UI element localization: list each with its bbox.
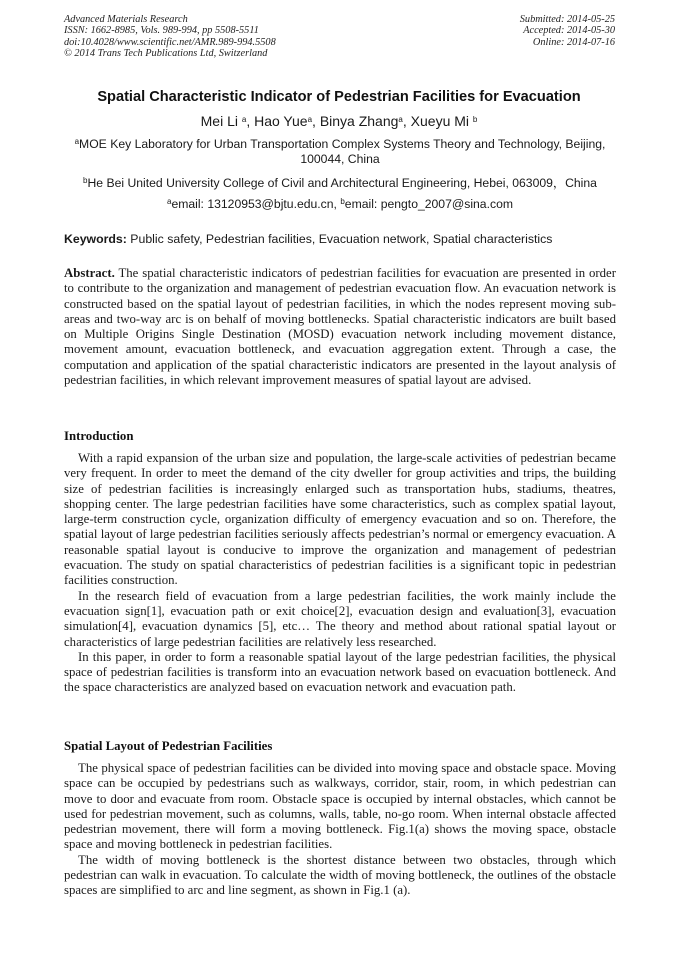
email-b: email: pengto_2007@sina.com <box>344 197 513 211</box>
accepted-date: Accepted: 2014-05-30 <box>523 25 615 37</box>
journal-issn: ISSN: 1662-8985, Vols. 989-994, pp 5508-5511 <box>64 25 259 37</box>
journal-doi: doi:10.4028/www.scientific.net/AMR.989-994.5508 <box>64 36 276 48</box>
keywords-text: Public safety, Pedestrian facilities, Evacuation network, Spatial characteristics <box>126 232 553 246</box>
section-heading-introduction: Introduction <box>64 429 134 443</box>
section-heading-spatial-layout: Spatial Layout of Pedestrian Facilities <box>64 739 273 753</box>
paragraph: In this paper, in order to form a reasonable spatial layout of the large pedestrian facilities, the physical space of pedestrian facilities is transform into an evacuation network based on evacuation bottleneck. And the space characteristics are analyzed based on evacuation network and evacuation path. <box>64 649 616 695</box>
author-name: Mei Li <box>200 113 238 129</box>
online-date: Online: 2014-07-16 <box>532 36 615 48</box>
author-separator: , <box>246 113 255 129</box>
submitted-date: Submitted: 2014-05-25 <box>519 14 615 25</box>
keywords <box>64 232 616 246</box>
author-name: Hao Yue <box>254 113 308 129</box>
affiliation-a: $^a$MOE Key Laboratory for Urban Transportation Complex Systems Theory and Technology, Beijing, 100044, China <box>74 137 606 166</box>
affiliation-b: $^b$He Bei United University College of Civil and Architectural Engineering, Hebei, 063009，China <box>83 176 597 190</box>
author-name: Xueyu Mi <box>410 113 470 129</box>
author-affiliation-mark: a <box>307 115 313 124</box>
journal-info <box>64 14 276 59</box>
author-list <box>0 113 678 129</box>
author-affiliation-mark: b <box>472 115 478 124</box>
author-emails: $^a$email: 13120953@bjtu.edu.cn, $^b$email: pengto_2007@sina.com <box>166 197 513 211</box>
paragraph: With a rapid expansion of the urban size and population, the large-scale activities of pedestrian became very frequent. In order to meet the demand of the city dweller for group activities and trips, the building size of pedestrian facilities is increasingly enlarged such as transportation hubs, stadiums, theatres, shopping center. The large pedestrian facilities have some characteristics, such as complex spatial layout, large-term construction cycle, organization difficulty of emergency evacuation and so on. Therefore, the spatial layout of large pedestrian facilities seriously affects pedestrian’s normal or emergency evacuation. A reasonable spatial layout is conducive to improve the organization and management of pedestrian evacuation. The study on spatial characteristics of pedestrian facilities is a significant topic in pedestrian facilities construction. <box>64 451 616 588</box>
abstract-text: The spatial characteristic indicators of pedestrian facilities for evacuation are presented in order to contribute to the organization and management of pedestrian evacuation flow. An evacuation network is constructed based on the spatial layout of pedestrian facilities, in which the nodes represent moving sub-areas and two-way arc is on behalf of moving bottlenecks. Spatial characteristic indicators are built based on Multiple Origins Single Destination (MOSD) evacuation network including movement distance, movement amount, evacuation bottleneck, and evacuation aggregation extent. Through a case, the computation and application of the spatial characteristic indicators are presented in the layout analysis of pedestrian facilities, in which relevant improvement measures of spatial layout are advised. <box>64 266 616 388</box>
author-separator: , <box>402 113 411 129</box>
abstract-label: Abstract. <box>64 266 115 280</box>
journal-name: Advanced Materials Research <box>64 14 188 25</box>
author-separator: , <box>312 113 320 129</box>
email-a: email: 13120953@bjtu.edu.cn, <box>171 197 341 211</box>
author-name: Binya Zhang <box>319 113 399 129</box>
abstract <box>64 266 616 388</box>
author-affiliation-mark: a <box>398 115 403 124</box>
paper-title: Spatial Characteristic Indicator of Pedestrian Facilities for Evacuation <box>97 89 581 105</box>
submission-dates <box>520 14 615 48</box>
spatial-layout-body <box>64 761 616 899</box>
keywords-label: Keywords: <box>64 232 127 246</box>
paragraph: In the research field of evacuation from a large pedestrian facilities, the work mainly include the evacuation sign[1], evacuation path or exit choice[2], evacuation design and evaluation[3], evacuation simulation[4], evacuation dynamics [5], etc… The theory and method about rational spatial layout or characteristics of large pedestrian facilities are relatively less researched. <box>64 588 616 649</box>
journal-copyright: © 2014 Trans Tech Publications Ltd, Switzerland <box>64 47 268 59</box>
paragraph: The width of moving bottleneck is the shortest distance between two obstacles, through which pedestrian can walk in evacuation. To calculate the width of moving bottleneck, the outlines of the obstacle spaces are simplified to arc and line segment, as shown in Fig.1 (a). <box>64 852 616 898</box>
paragraph: The physical space of pedestrian facilities can be divided into moving space and obstacle space. Moving space can be occupied by pedestrians such as walkways, corridor, stair, room, in which pedestrian can move to door and evacuate from room. Obstacle space is occupied by internal obstacles, which cannot be used for pedestrian movement, such as columns, walls, table, no-go room. When internal obstacle affected pedestrian movement, there will form a moving bottleneck. Fig.1(a) shows the moving space, obstacle space and moving bottleneck in pedestrian facilities. <box>64 761 616 852</box>
author-affiliation-mark: a <box>241 115 247 124</box>
introduction-body <box>64 451 616 696</box>
